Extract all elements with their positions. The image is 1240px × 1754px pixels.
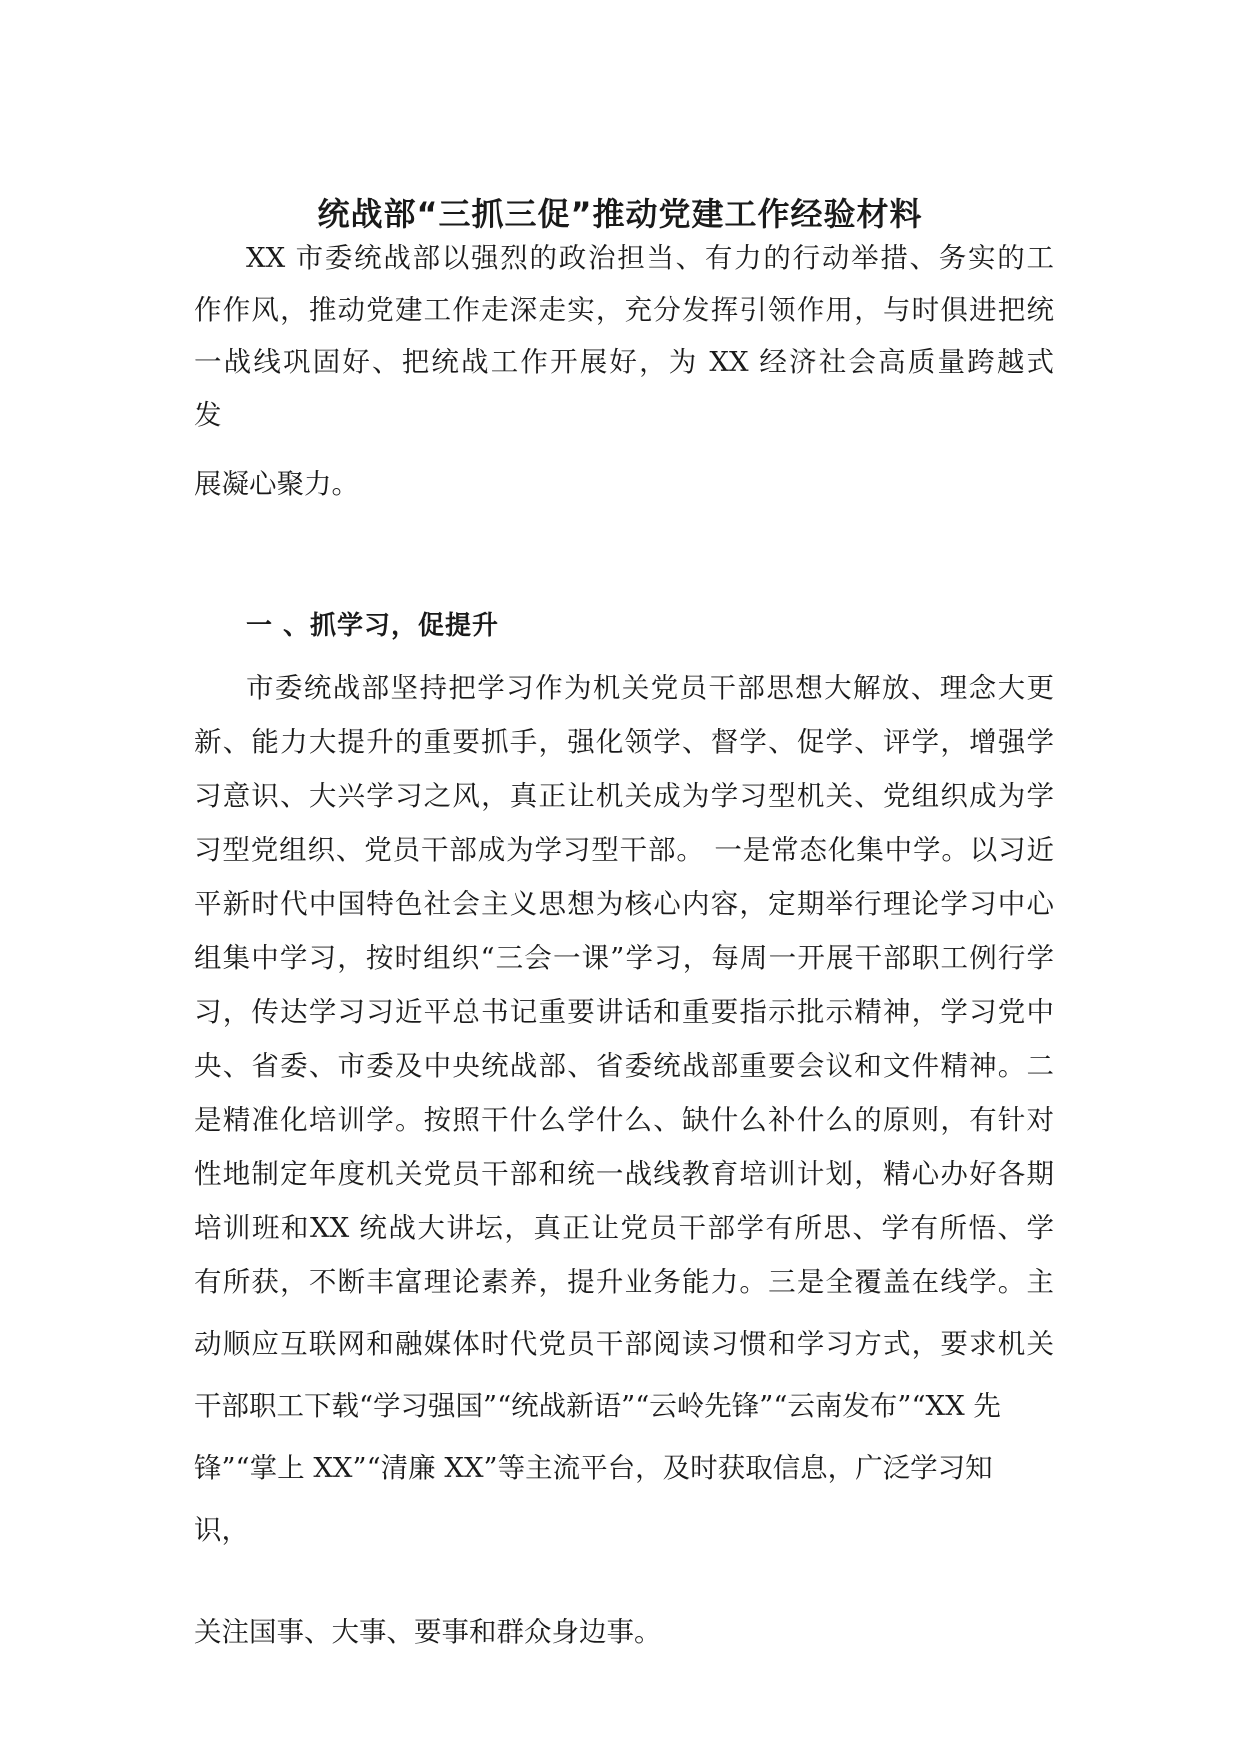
section-line: 新、能力大提升的重要抓手，强化领学、督学、促学、评学，增强学 bbox=[194, 726, 1054, 758]
section-line: 组集中学习，按时组织“三会一课”学习，每周一开展干部职工例行学 bbox=[194, 942, 1054, 974]
intro-line: XX 市委统战部以强烈的政治担当、有力的行动举措、务实的工 bbox=[246, 242, 1054, 274]
section-line: 性地制定年度机关党员干部和统一战线教育培训计划，精心办好各期 bbox=[194, 1158, 1054, 1190]
section-line: 关注国事、大事、要事和群众身边事。 bbox=[194, 1616, 662, 1648]
section-heading: 一 、抓学习，促提升 bbox=[246, 611, 500, 641]
section-line: 习意识、大兴学习之风，真正让机关成为学习型机关、党组织成为学 bbox=[194, 780, 1054, 812]
section-line: 识， bbox=[194, 1514, 249, 1546]
section-line: 动顺应互联网和融媒体时代党员干部阅读习惯和学习方式，要求机关 bbox=[194, 1328, 1054, 1360]
section-line: 锋”“掌上 XX”“清廉 XX”等主流平台，及时获取信息，广泛学习知 bbox=[194, 1452, 993, 1484]
section-line: 有所获，不断丰富理论素养，提升业务能力。三是全覆盖在线学。主 bbox=[194, 1266, 1054, 1298]
section-line: 培训班和XX 统战大讲坛，真正让党员干部学有所思、学有所悟、学 bbox=[194, 1212, 1054, 1244]
section-line: 央、省委、市委及中央统战部、省委统战部重要会议和文件精神。二 bbox=[194, 1050, 1054, 1082]
section-line: 平新时代中国特色社会主义思想为核心内容，定期举行理论学习中心 bbox=[194, 888, 1054, 920]
intro-line: 发 bbox=[194, 399, 222, 431]
section-line: 习型党组织、党员干部成为学习型干部。 一是常态化集中学。以习近 bbox=[194, 834, 1054, 866]
section-line: 市委统战部坚持把学习作为机关党员干部思想大解放、理念大更 bbox=[246, 672, 1054, 704]
intro-line: 作作风，推动党建工作走深走实，充分发挥引领作用，与时俱进把统 bbox=[194, 294, 1054, 326]
intro-line: 展凝心聚力。 bbox=[194, 468, 359, 500]
section-line: 是精准化培训学。按照干什么学什么、缺什么补什么的原则，有针对 bbox=[194, 1104, 1054, 1136]
section-line: 干部职工下载“学习强国”“统战新语”“云岭先锋”“云南发布”“XX 先 bbox=[194, 1390, 1001, 1422]
document-title: 统战部“三抓三促”推动党建工作经验材料 bbox=[317, 195, 923, 233]
section-line: 习，传达学习习近平总书记重要讲话和重要指示批示精神，学习党中 bbox=[194, 996, 1054, 1028]
intro-line: 一战线巩固好、把统战工作开展好，为 XX 经济社会高质量跨越式 bbox=[194, 346, 1054, 378]
